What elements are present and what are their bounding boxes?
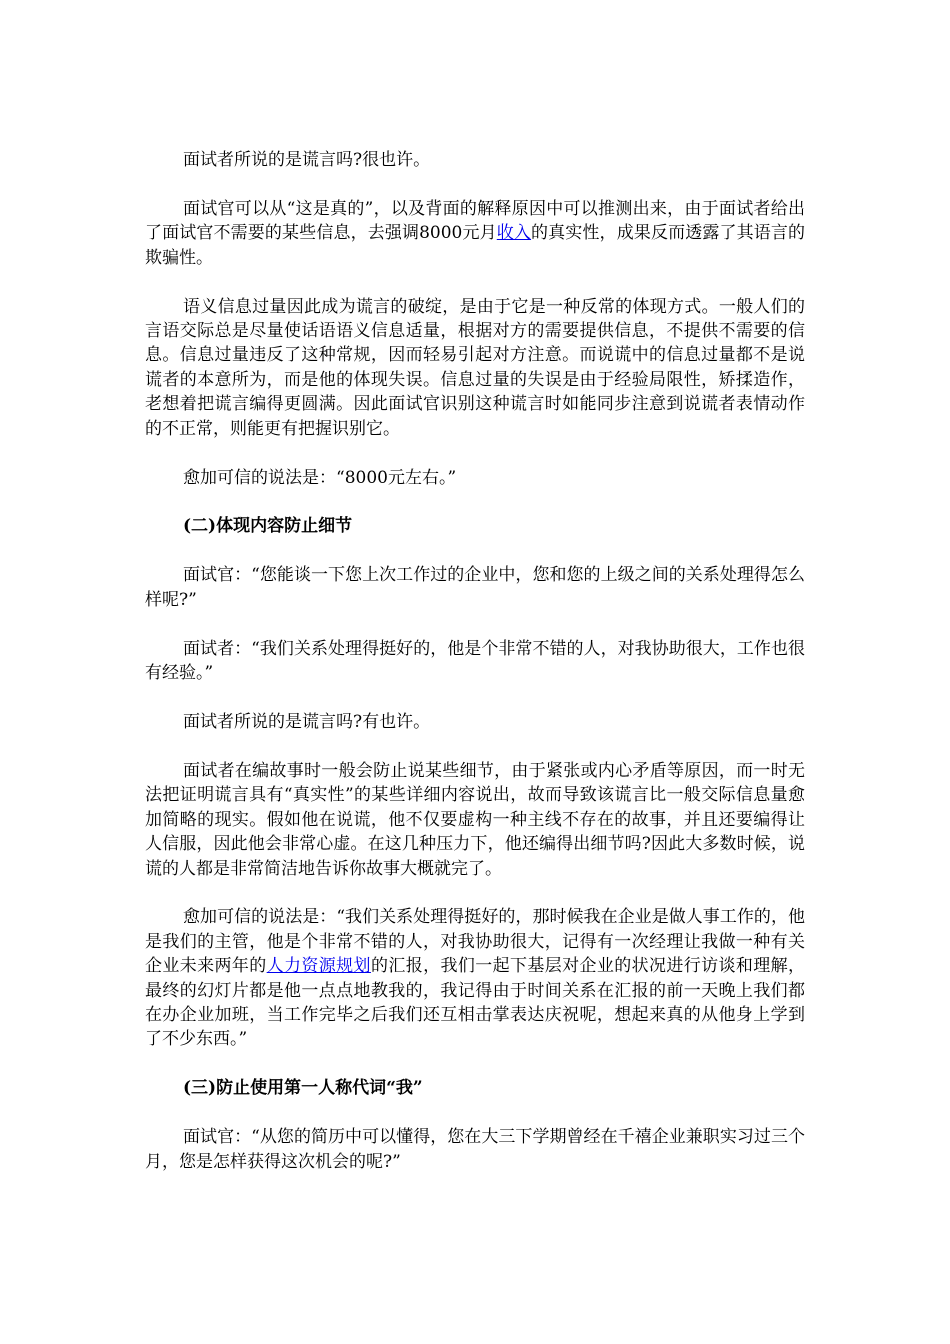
paragraph — [145, 637, 805, 686]
section-heading — [145, 514, 805, 538]
text-run: 面试者所说的是谎言吗?有也许。 — [183, 712, 431, 732]
paragraph — [145, 759, 805, 881]
text-run: 的真实性，成果反而透露了其语言的欺骗性。 — [145, 223, 806, 268]
text-run: 面试者所说的是谎言吗?很也许。 — [183, 150, 431, 170]
document-body — [145, 148, 805, 1199]
text-run: 面试者在编故事时一般会防止说某些细节，由于紧张或内心矛盾等原因，而一时无法把证明谎言具有“真实性”的某些详细内容说出，故而导致该谎言比一般交际信息量愈加简略的现实。假如他在说谎，他不仅要虚构一种主线不存在的故事，并且还要编得让人信服，因此他会非常心虚。在这几种压力下，他还编得出细节吗?因此大多数时候，说谎的人都是非常简洁地告诉你故事大概就完了。 — [145, 760, 805, 879]
text-run: 面试官：“您能谈一下您上次工作过的企业中，您和您的上级之间的关系处理得怎么样呢?” — [145, 565, 805, 610]
paragraph — [145, 197, 805, 270]
inline-link[interactable]: 收入 — [496, 223, 532, 244]
text-run: (二)体现内容防止细节 — [183, 516, 353, 537]
text-run: 面试官可以从“这是真的”，以及背面的解释原因中可以推测出来，由于面试者给出了面试官不需要的某些信息，去强调8000元月 — [145, 198, 805, 244]
text-run: 语义信息过量因此成为谎言的破绽，是由于它是一种反常的体现方式。一般人们的言语交际总是尽量使话语语义信息适量，根据对方的需要提供信息，不提供不需要的信息。信息过量违反了这种常规，因而轻易引起对方注意。而说谎中的信息过量都不是说谎者的本意所为，而是他的体现失误。信息过量的失误是由于经验局限性，矫揉造作，老想着把谎言编得更圆满。因此面试官识别这种谎言时如能同步注意到说谎者表情动作的不正常，则能更有把握识别它。 — [145, 296, 805, 439]
text-run: 面试者：“我们关系处理得挺好的，他是个非常不错的人，对我协助很大，工作也很有经验。” — [145, 638, 805, 684]
text-run: 愈加可信的说法是：“8000元左右。” — [183, 467, 457, 488]
text-run: (三)防止使用第一人称代词“我” — [183, 1078, 423, 1099]
paragraph — [145, 295, 805, 441]
text-run: 愈加可信的说法是：“我们关系处理得挺好的，那时候我在企业是做人事工作的，他是我们的主管，他是个非常不错的人，对我协助很大，记得有一次经理让我做一种有关企业未来两年的 — [145, 907, 805, 977]
paragraph — [145, 563, 805, 612]
text-run: 面试官：“从您的简历中可以懂得，您在大三下学期曾经在千禧企业兼职实习过三个月，您是怎样获得这次机会的呢?” — [145, 1127, 805, 1172]
paragraph — [145, 466, 805, 490]
text-run: 的汇报，我们一起下基层对企业的状况进行访谈和理解，最终的幻灯片都是他一点点地教我的，我记得由于时间关系在汇报的前一天晚上我们都在办企业加班，当工作完毕之后我们还互相击掌表达庆祝呢，想起来真的从他身上学到了不少东西。” — [145, 956, 806, 1050]
inline-link[interactable]: 人力资源规划 — [266, 956, 371, 977]
paragraph — [145, 905, 805, 1051]
section-heading — [145, 1076, 805, 1100]
paragraph — [145, 710, 805, 734]
paragraph — [145, 1125, 805, 1174]
paragraph — [145, 148, 805, 172]
